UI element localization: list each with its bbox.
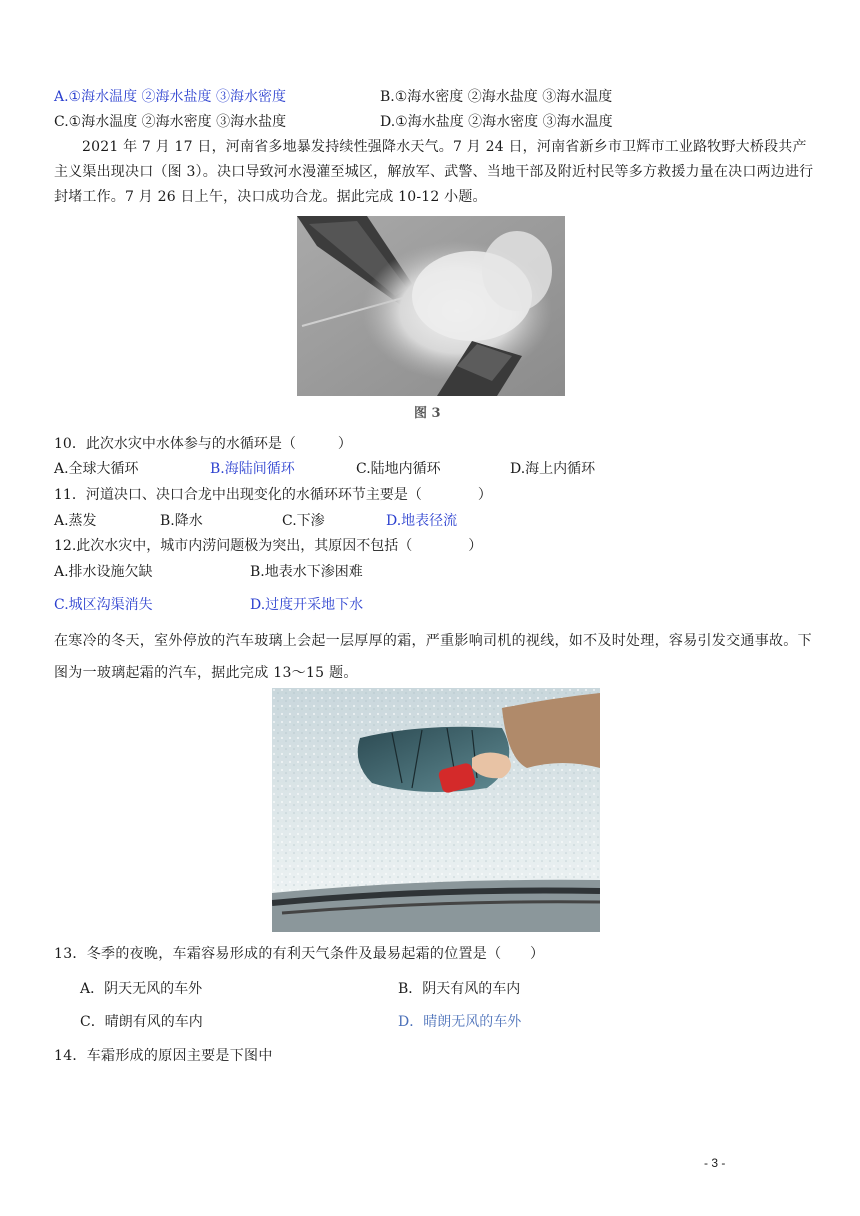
figure-3-breach-photo <box>297 216 565 396</box>
q11-stem: 11．河道决口、决口合龙中出现变化的水循环环节主要是（ ） <box>54 487 492 503</box>
q13-option-a: A．阴天无风的车外 <box>80 981 203 997</box>
q9-option-b: B.①海水密度 ②海水盐度 ③海水温度 <box>380 89 613 105</box>
q12-option-b: B.地表水下渗困难 <box>250 564 363 580</box>
q9-option-d: D.①海水盐度 ②海水密度 ③海水温度 <box>380 114 613 130</box>
q10-option-b: B.海陆间循环 <box>210 461 295 477</box>
q11-option-a: A.蒸发 <box>54 513 97 529</box>
q10-option-d: D.海上内循环 <box>510 461 596 477</box>
q11-option-c: C.下渗 <box>282 513 325 529</box>
q13-option-c: C．晴朗有风的车内 <box>80 1014 203 1030</box>
passage-frost: 在寒冷的冬天，室外停放的汽车玻璃上会起一层厚厚的霜，严重影响司机的视线，如不及时处理，容易引发交通事故。下图为一玻璃起霜的汽车，据此完成 13～15 题。 <box>54 633 812 681</box>
q13-stem: 13．冬季的夜晚，车霜容易形成的有利天气条件及最易起霜的位置是（ ） <box>54 946 545 962</box>
q13-option-d: D．晴朗无风的车外 <box>398 1014 522 1030</box>
page-number: - 3 - <box>704 1156 726 1170</box>
q12-option-a: A.排水设施欠缺 <box>54 564 153 580</box>
frosted-windshield-photo <box>272 688 600 932</box>
q14-stem: 14．车霜形成的原因主要是下图中 <box>54 1048 273 1064</box>
q12-option-d: D.过度开采地下水 <box>250 597 364 613</box>
q10-option-c: C.陆地内循环 <box>356 461 441 477</box>
q9-option-c: C.①海水温度 ②海水密度 ③海水盐度 <box>54 114 287 130</box>
q11-option-b: B.降水 <box>160 513 203 529</box>
q12-option-c: C.城区沟渠消失 <box>54 597 153 613</box>
figure-3-caption: 图 3 <box>414 406 441 421</box>
passage-flood: 2021 年 7 月 17 日，河南省多地暴发持续性强降水天气。7 月 24 日，河南省新乡市卫辉市工业路牧野大桥段共产主义渠出现决口（图 3）。决口导致河水漫灌至城区，解放军、武警、当地干部及附近村民等多方救援力量在决口两边进行封堵工作。7 月 26 日上午，决口成功合龙。据此完成 10-12 小题。 <box>54 139 814 205</box>
q12-stem: 12.此次水灾中，城市内涝问题极为突出，其原因不包括（ ） <box>54 538 483 554</box>
q13-option-b: B．阴天有风的车内 <box>398 981 521 997</box>
q11-option-d: D.地表径流 <box>386 513 458 529</box>
q9-option-a: A.①海水温度 ②海水盐度 ③海水密度 <box>54 89 287 105</box>
q10-option-a: A.全球大循环 <box>54 461 139 477</box>
q10-stem: 10．此次水灾中水体参与的水循环是（ ） <box>54 436 352 452</box>
